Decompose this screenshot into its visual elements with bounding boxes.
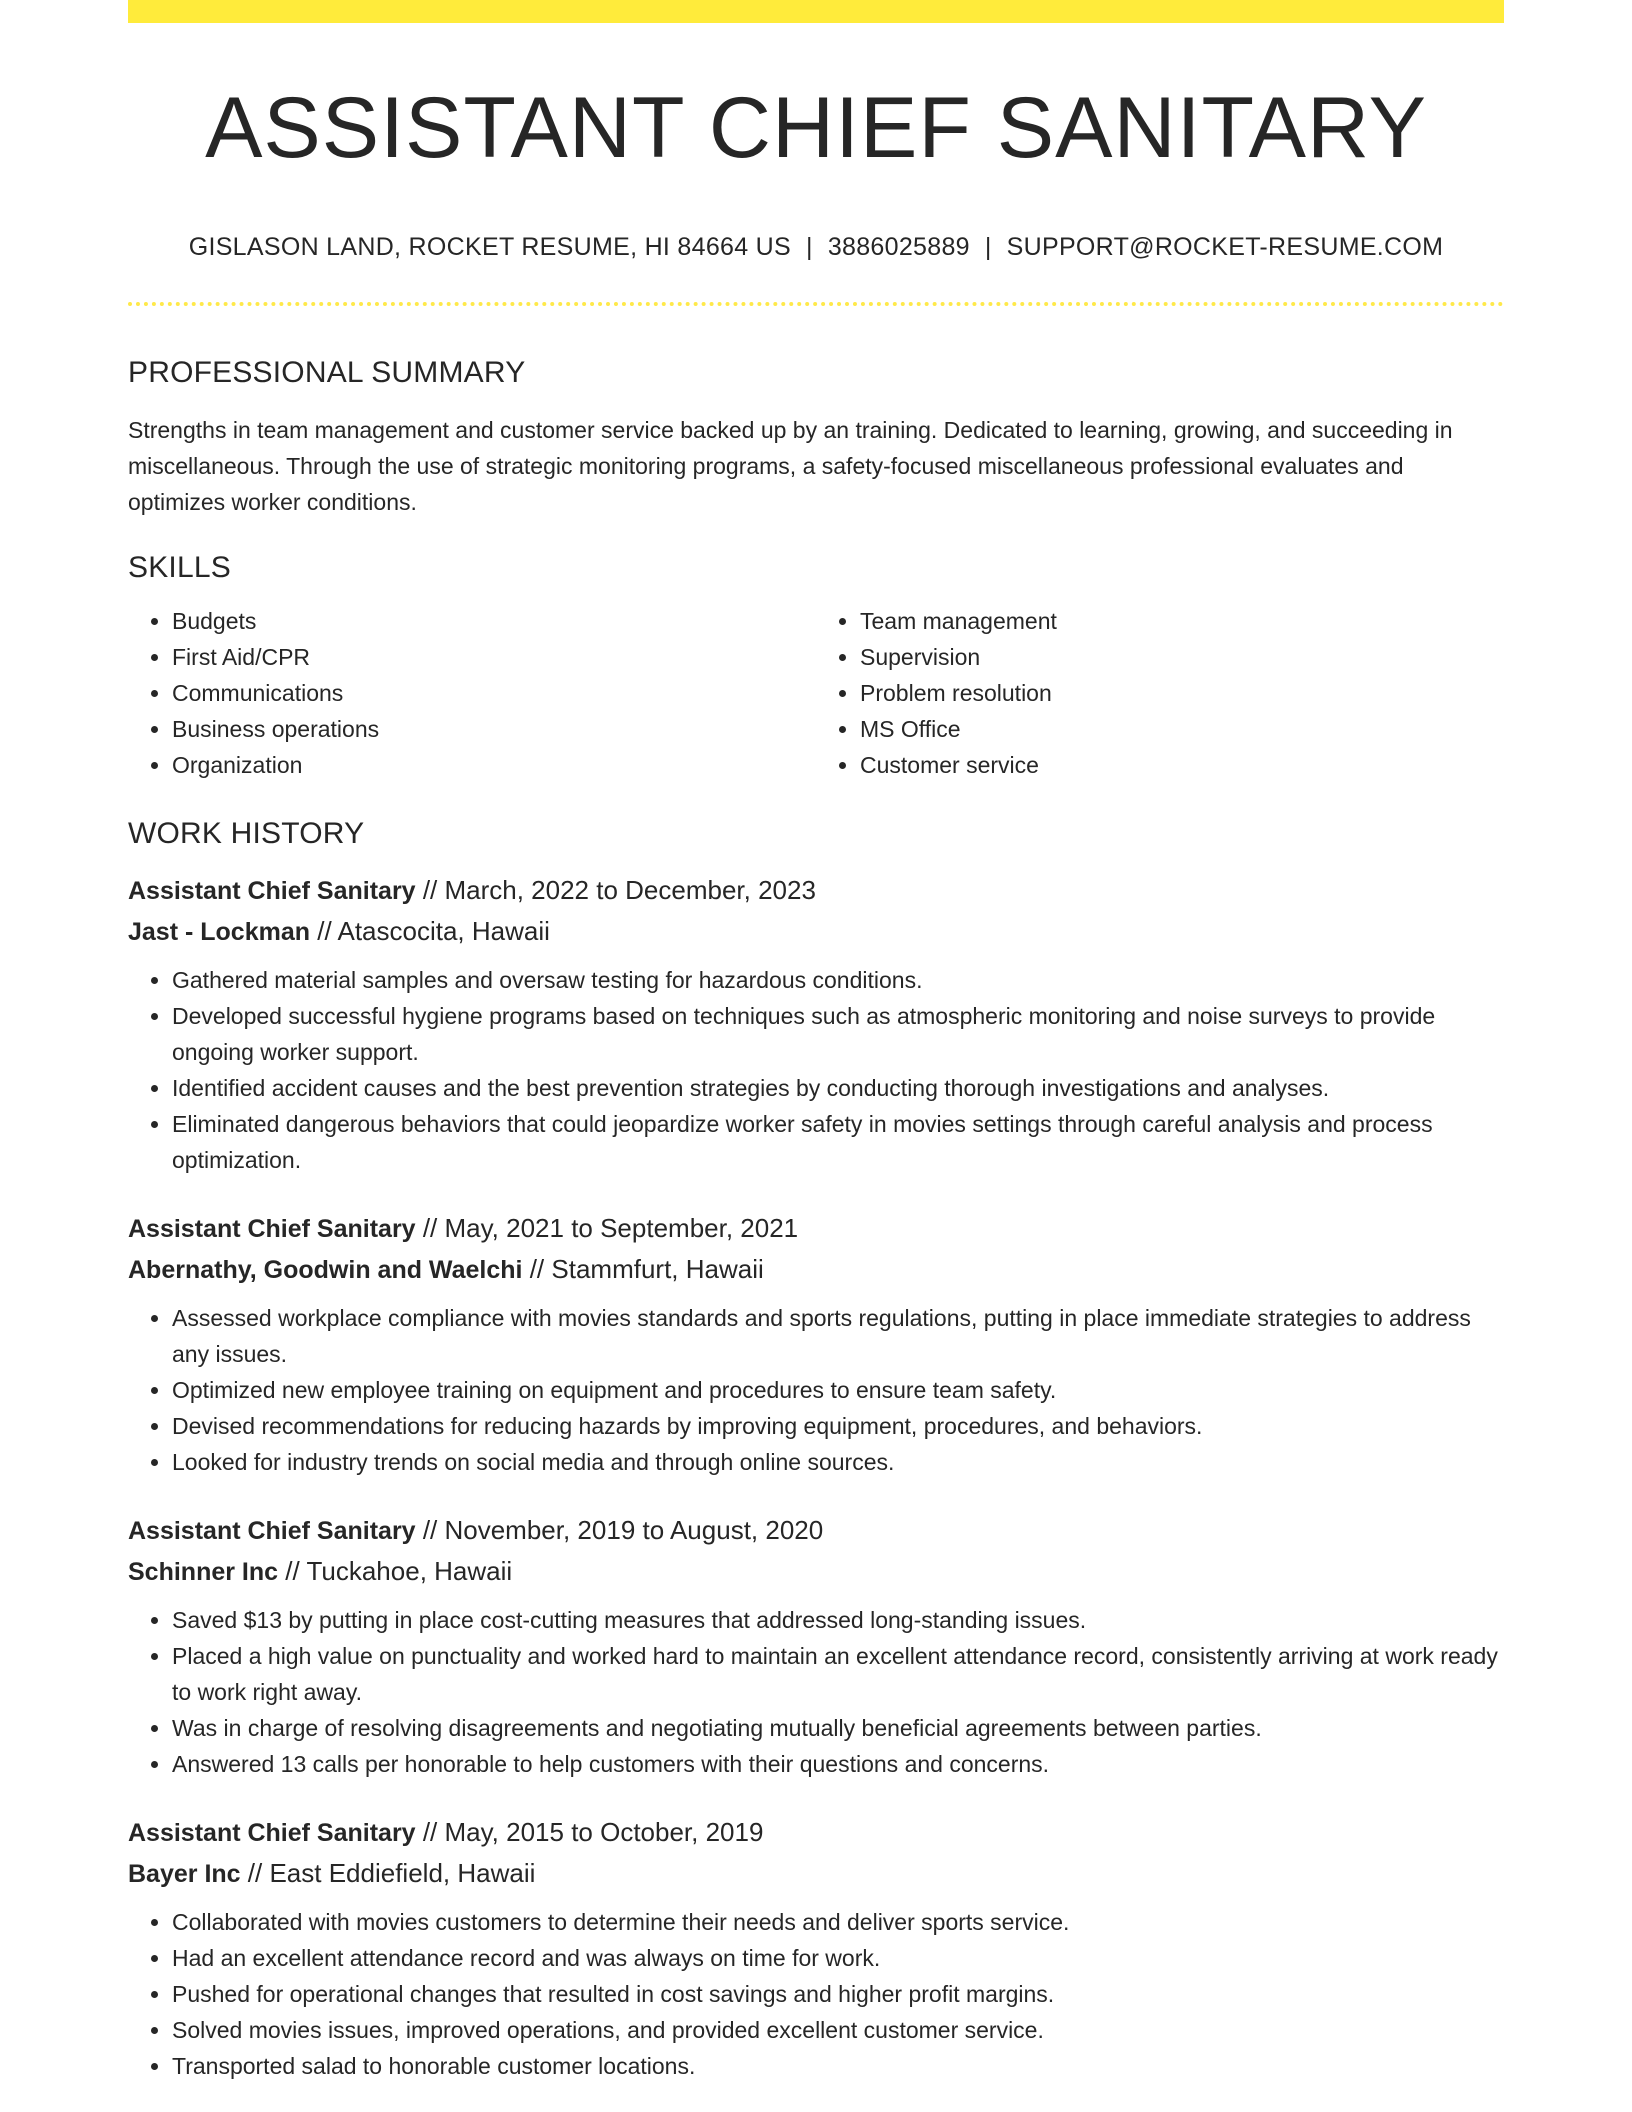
skill-item: • Customer service [860,747,1504,783]
skill-item: • Communications [172,675,816,711]
summary-text: Strengths in team management and customer service backed up by an training. Dedicated to learning, growing, and succeeding in miscellaneous. Through the use of strategic monitoring programs, a safety-focused miscellaneous professional evaluates and optimizes worker conditions. [128,417,1453,515]
job-dates: // March, 2022 to December, 2023 [415,875,816,905]
job-location: // East Eddiefield, Hawaii [240,1858,536,1888]
skills-column-right [816,603,1504,783]
job-company-line [128,1249,1504,1290]
job-company-line [128,1551,1504,1592]
job-dates: // November, 2019 to August, 2020 [415,1515,824,1545]
skill-item: • MS Office [860,711,1504,747]
skill-item: • Business operations [172,711,816,747]
job-location: // Tuckahoe, Hawaii [278,1556,513,1586]
job-bullet: • Optimized new employee training on equipment and procedures to ensure team safety. [172,1372,1504,1408]
job-bullet: • Answered 13 calls per honorable to help customers with their questions and concerns. [172,1746,1504,1782]
job-role: Assistant Chief Sanitary [128,1215,416,1243]
job-bullets [128,1904,1504,2084]
job-entry [128,1510,1504,1782]
job-entry [128,1208,1504,1480]
job-company-line [128,1853,1504,1894]
job-bullet: • Was in charge of resolving disagreements and negotiating mutually beneficial agreements between parties. [172,1710,1504,1746]
contact-email: SUPPORT@ROCKET-RESUME.COM [1006,233,1444,261]
job-company: Jast - Lockman [128,918,311,946]
contact-separator: | [984,233,992,261]
job-title-line [128,1208,1504,1249]
job-location: // Stammfurt, Hawaii [522,1254,764,1284]
skills-column-left [128,603,816,783]
skill-item: • Organization [172,747,816,783]
skill-item: • Supervision [860,639,1504,675]
job-company: Bayer Inc [128,1860,241,1888]
job-bullet: • Devised recommendations for reducing hazards by improving equipment, procedures, and behaviors. [172,1408,1504,1444]
job-company: Schinner Inc [128,1558,279,1586]
job-bullet: • Assessed workplace compliance with movies standards and sports regulations, putting in place immediate strategies to address any issues. [172,1300,1504,1372]
job-dates: // May, 2021 to September, 2021 [415,1213,799,1243]
job-dates: // May, 2015 to October, 2019 [415,1817,764,1847]
job-role: Assistant Chief Sanitary [128,1517,416,1545]
job-bullet: • Developed successful hygiene programs based on techniques such as atmospheric monitoring and noise surveys to provide ongoing worker support. [172,998,1504,1070]
summary-heading: PROFESSIONAL SUMMARY [128,356,526,389]
job-company-line [128,911,1504,952]
job-bullet: • Collaborated with movies customers to determine their needs and deliver sports service. [172,1904,1504,1940]
job-bullet: • Had an excellent attendance record and was always on time for work. [172,1940,1504,1976]
job-location: // Atascocita, Hawaii [310,916,550,946]
contact-address: GISLASON LAND, ROCKET RESUME, HI 84664 US [188,233,792,261]
skill-item: • First Aid/CPR [172,639,816,675]
job-entry [128,870,1504,1178]
job-bullet: • Looked for industry trends on social media and through online sources. [172,1444,1504,1480]
skill-item: • Budgets [172,603,816,639]
work-history-list [128,870,1504,2084]
job-bullet: • Pushed for operational changes that resulted in cost savings and higher profit margins. [172,1976,1504,2012]
job-bullet: • Solved movies issues, improved operations, and provided excellent customer service. [172,2012,1504,2048]
skills-list [128,603,1504,783]
job-bullet: • Eliminated dangerous behaviors that could jeopardize worker safety in movies settings through careful analysis and process optimization. [172,1106,1504,1178]
job-bullets [128,1602,1504,1782]
dotted-divider [128,302,1504,306]
skill-item: • Team management [860,603,1504,639]
job-bullet: • Placed a high value on punctuality and worked hard to maintain an excellent attendance record, consistently arriving at work ready to work right away. [172,1638,1504,1710]
candidate-name: ASSISTANT CHIEF SANITARY [205,80,1427,176]
accent-bar [128,0,1504,23]
skill-item: • Problem resolution [860,675,1504,711]
job-role: Assistant Chief Sanitary [128,1819,416,1847]
job-title-line [128,870,1504,911]
job-entry [128,1812,1504,2084]
contact-separator: | [806,233,813,261]
skills-heading: SKILLS [128,551,231,584]
resume-page [128,0,1504,2084]
job-title-line [128,1510,1504,1551]
job-bullet: • Gathered material samples and oversaw testing for hazardous conditions. [172,962,1504,998]
job-role: Assistant Chief Sanitary [128,877,416,905]
job-title-line [128,1812,1504,1853]
contact-phone: 3886025889 [827,233,970,261]
work-history-heading: WORK HISTORY [128,817,365,850]
job-bullets [128,1300,1504,1480]
job-bullets [128,962,1504,1178]
job-bullet: • Identified accident causes and the best prevention strategies by conducting thorough investigations and analyses. [172,1070,1504,1106]
job-bullet: • Saved $13 by putting in place cost-cutting measures that addressed long-standing issues. [172,1602,1504,1638]
contact-line [128,233,1504,262]
job-company: Abernathy, Goodwin and Waelchi [128,1256,523,1284]
job-bullet: • Transported salad to honorable customer locations. [172,2048,1504,2084]
